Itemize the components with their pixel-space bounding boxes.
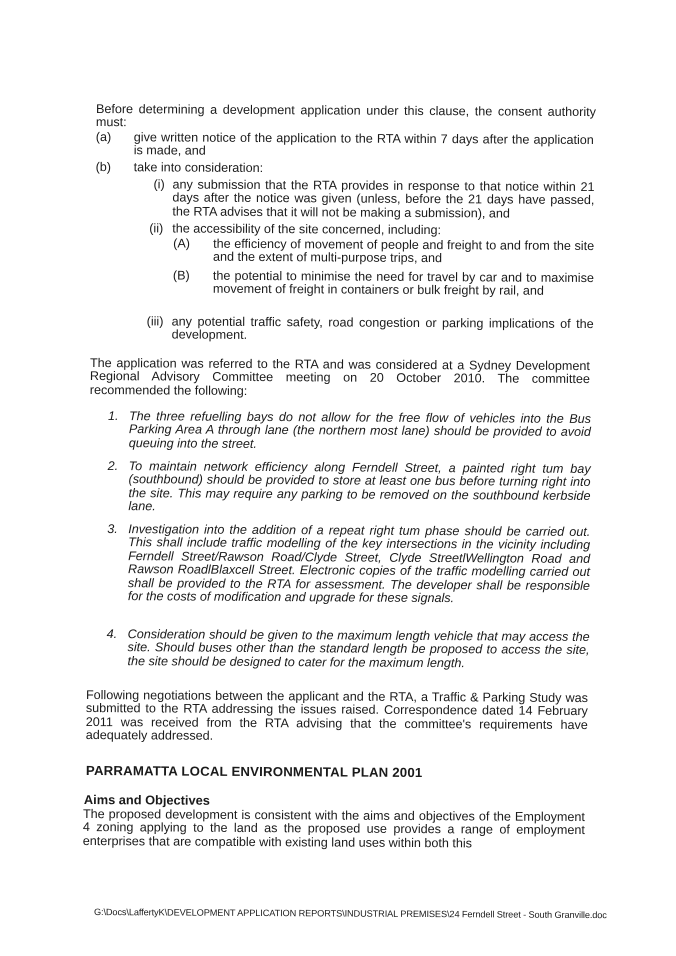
item-a-text: give written notice of the application to the RTA within 7 days after the application is made, and bbox=[133, 130, 594, 159]
item-b-text: take into consideration: bbox=[133, 160, 264, 176]
recommendation-text: Investigation into the addition of a repeat right tum phase should be carried out. This shall include traffic modelling of the key intersections in the vicinity including Ferndell Street/Rawson Road/Clyde Street, Clyde StreetlWellington Road and Rawson RoadlBlaxcell Street. Electronic copies of the traffic modelling carried out shall be provided to the RTA for assessment. The developer shall be responsible for the costs of modification and upgrade for these signals. bbox=[127, 522, 591, 606]
item-ii-text: the accessibility of the site concerned, including: bbox=[172, 221, 442, 238]
recommendation-text: To maintain network efficiency along Ferndell Street, a painted right tum bay (southbound) should be provided to store at least one bus before turning right into the site. This may require any parking to be removed on the southbound kerbside lane. bbox=[128, 459, 591, 514]
aims-text: The proposed development is consistent with the aims and objectives of the Employment 4 zoning applying to the land as the proposed use provides a range of employment enterprises that are compatible with existing land uses within both this bbox=[82, 807, 585, 851]
clause-block bbox=[94, 103, 596, 354]
negotiations-paragraph bbox=[86, 689, 588, 746]
item-A-text: the efficiency of movement of people and freight to and from the site and the extent of multi-purpose trips, and bbox=[213, 236, 595, 266]
item-a-label: (a) bbox=[95, 129, 112, 145]
item-A-label: (A) bbox=[173, 236, 190, 251]
item-i-label: (i) bbox=[153, 177, 165, 192]
referral-paragraph bbox=[90, 357, 590, 400]
item-B-label: (B) bbox=[172, 268, 190, 283]
aims-paragraph bbox=[83, 808, 585, 851]
recommendation-text: Consideration should be given to the maximum length vehicle that may access the site. Should buses other than the standard length be proposed to access the site, the site should be designed to cater for the maximum length. bbox=[127, 627, 590, 670]
item-b-label: (b) bbox=[95, 159, 112, 175]
clause-lead: Before determining a development application under this clause, the consent authority must: bbox=[95, 102, 596, 130]
footer-file-path: G:\Docs\LaffertyK\DEVELOPMENT APPLICATION REPORTS\INDUSTRIAL PREMISES\24 Ferndell Street - South Granville.doc bbox=[93, 907, 607, 921]
recommendation-number: 1. bbox=[107, 409, 119, 424]
section-heading: PARRAMATTA LOCAL ENVIRONMENTAL PLAN 2001 bbox=[85, 763, 423, 781]
recommendation-number: 3. bbox=[107, 521, 118, 537]
aims-subheading: Aims and Objectives bbox=[83, 792, 210, 808]
recommendation-number: 4. bbox=[106, 626, 118, 642]
item-B-text: the potential to minimise the need for travel by car and to maximise movement of freight in containers or bulk freight by rail, and bbox=[212, 268, 594, 299]
item-iii-label: (iii) bbox=[146, 314, 164, 329]
recommendation-number: 2. bbox=[107, 458, 119, 474]
item-ii-label: (ii) bbox=[149, 221, 164, 236]
recommendation-text: The three refuelling bays do not allow for the free flow of vehicles into the Bus Parking Area A through lane (the northern most lane) should be provided to avoid queuing into the street. bbox=[128, 409, 591, 451]
item-i-text: any submission that the RTA provides in response to that notice within 21 days after the notice was given (unless, before the 21 days have passed, the RTA advises that it will not be making a submission), and bbox=[172, 177, 595, 221]
recommendations-list bbox=[106, 410, 592, 683]
referral-text: The application was referred to the RTA and was considered at a Sydney Development Regional Advisory Committee meeting on 20 October 2010. The committee recommended the following: bbox=[89, 356, 590, 398]
negotiations-text: Following negotiations between the applicant and the RTA, a Traffic & Parking Study was submitted to the RTA addressing the issues raised. Correspondence dated 14 February 2011 was received from the RTA advising that the committee's requirements have adequately addressed. bbox=[85, 688, 588, 743]
item-iii-text: any potential traffic safety, road congestion or parking implications of the development. bbox=[171, 314, 594, 343]
